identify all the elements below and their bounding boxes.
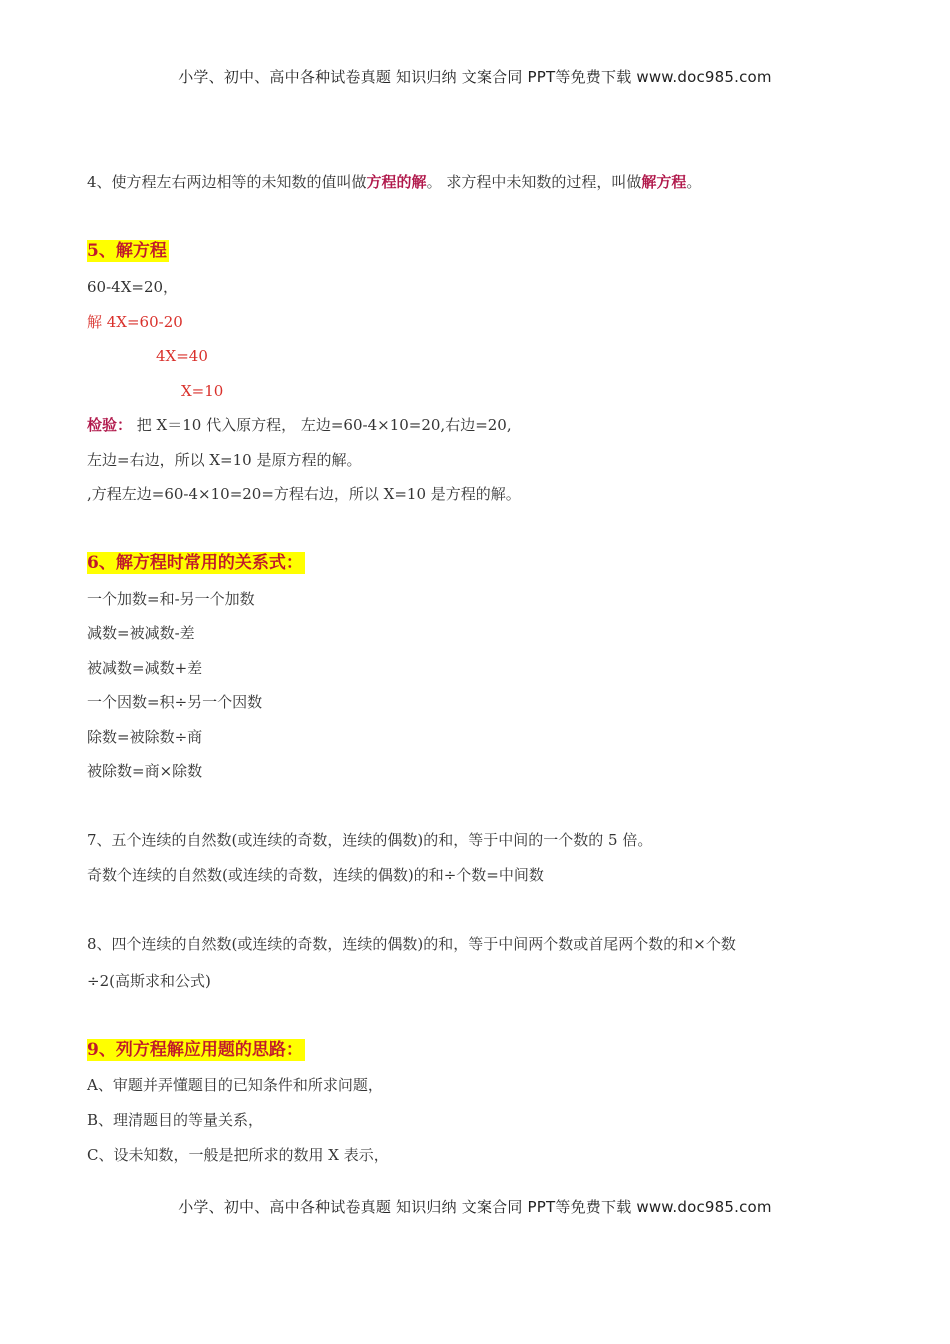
check-label: 检验： <box>87 416 133 434</box>
item-4 <box>87 172 701 192</box>
relation-item: 被除数=商×除数 <box>87 762 203 780</box>
section-5-heading: 5、解方程 <box>87 241 167 261</box>
item-4-part3: 。 <box>686 173 702 191</box>
equation: 60-4X=20， <box>87 278 179 296</box>
relation-item: 除数=被除数÷商 <box>87 728 203 746</box>
check-text: 把 X＝10 代入原方程， 左边=60-4×10=20,右边=20, <box>132 416 512 434</box>
item-8-line-2: ÷2(高斯求和公式) <box>87 972 211 990</box>
relation-item: 减数=被减数-差 <box>87 624 195 642</box>
item-7-line-1: 7、五个连续的自然数(或连续的奇数，连续的偶数)的和，等于中间的一个数的 5 倍。 <box>87 831 653 849</box>
step-item: B、理清题目的等量关系， <box>87 1111 264 1129</box>
check-line-3: ,方程左边=60-4×10=20=方程右边，所以 X=10 是方程的解。 <box>87 485 521 503</box>
item-7-line-2: 奇数个连续的自然数(或连续的奇数，连续的偶数)的和÷个数=中间数 <box>87 866 544 884</box>
section-9-heading: 9、列方程解应用题的思路： <box>87 1040 303 1060</box>
relation-item: 被减数=减数+差 <box>87 659 203 677</box>
item-4-part2: 。 求方程中未知数的过程，叫做 <box>426 173 642 191</box>
solve-step-3: X=10 <box>181 382 224 400</box>
item-8-line-1: 8、四个连续的自然数(或连续的奇数，连续的偶数)的和，等于中间两个数或首尾两个数的和×个数 <box>87 935 736 953</box>
check-line-1 <box>87 415 512 435</box>
solve-step-2: 4X=40 <box>156 347 208 365</box>
page-header: 小学、初中、高中各种试卷真题 知识归纳 文案合同 PPT等免费下载 www.doc985.com <box>178 68 772 86</box>
check-line-2: 左边=右边，所以 X=10 是原方程的解。 <box>87 451 362 469</box>
page-footer: 小学、初中、高中各种试卷真题 知识归纳 文案合同 PPT等免费下载 www.doc985.com <box>178 1198 772 1216</box>
relation-item: 一个加数=和-另一个加数 <box>87 590 255 608</box>
step-item: C、设未知数，一般是把所求的数用 X 表示， <box>87 1146 389 1164</box>
item-4-part1: 4、使方程左右两边相等的未知数的值叫做 <box>87 173 367 191</box>
relation-item: 一个因数=积÷另一个因数 <box>87 693 263 711</box>
term-solution-of-equation: 方程的解 <box>366 173 427 191</box>
step-item: A、审题并弄懂题目的已知条件和所求问题， <box>87 1076 383 1094</box>
term-solving-equation: 解方程 <box>641 173 687 191</box>
section-6-heading: 6、解方程时常用的关系式： <box>87 553 303 573</box>
solve-step-1: 解 4X=60-20 <box>87 313 183 331</box>
